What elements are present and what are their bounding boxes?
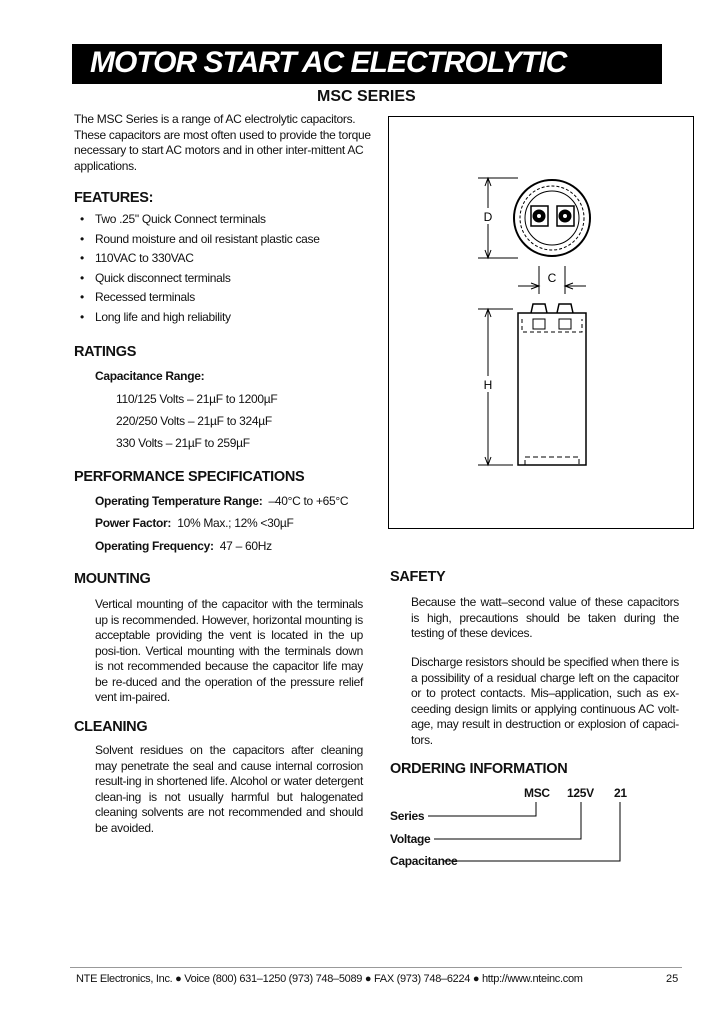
code-voltage: 125V	[567, 786, 594, 800]
list-item: • Recessed terminals	[80, 290, 195, 305]
label-voltage: Voltage	[390, 832, 431, 846]
list-item: • Two .25" Quick Connect terminals	[80, 212, 266, 226]
list-item: • Round moisture and oil resistant plastic case	[80, 231, 320, 246]
label-h: H	[483, 378, 493, 392]
frequency-spec: Operating Frequency: 47 – 60Hz	[95, 539, 272, 553]
list-item: • Long life and high reliability	[80, 309, 231, 324]
safety-heading: SAFETY	[390, 569, 446, 585]
page-number: 25	[666, 973, 679, 985]
footer-text: NTE Electronics, Inc. ● Voice (800) 631–1250 (973) 748–5089 ● FAX (973) 748–6224 ● http://www.nteinc.com	[76, 973, 583, 985]
ordering-heading: ORDERING INFORMATION	[390, 761, 568, 777]
code-capacitance: 21	[614, 786, 627, 800]
series-title: MSC SERIES	[317, 88, 416, 105]
label-c: C	[547, 271, 557, 285]
footer-divider	[70, 967, 682, 968]
code-series: MSC	[524, 786, 550, 800]
list-item: • 110VAC to 330VAC	[80, 251, 194, 266]
capacitor-diagram	[388, 116, 694, 529]
power-factor-spec: Power Factor: 10% Max.; 12% <30µF	[95, 516, 294, 530]
features-list	[80, 212, 380, 330]
mounting-paragraph: Vertical mounting of the capacitor with the terminals up is recommended. However, horizontal mounting is acceptable providing the vent is located in the up posi-tion. Vertical mounting with the terminals down is not recommended because the capacitor life may be re-duced and the operation of the pressure relief vent im-paired.	[95, 597, 363, 704]
rating-line: 110/125 Volts – 21µF to 1200µF	[116, 392, 278, 406]
safety-paragraph-2: Discharge resistors should be specified when there is a possibility of a residual charge left on the capacitor or to protect contacts. Mis–application, such as ex-ceeding design limits or applying continuous AC volt-age, may result in destruction or explosion of capaci-tors.	[411, 655, 679, 747]
rating-line: 330 Volts – 21µF to 259µF	[116, 436, 250, 450]
cleaning-paragraph: Solvent residues on the capacitors after cleaning may penetrate the seal and cause internal corrosion result-ing in shortened life. Alcohol or water detergent clean-ing is not usually harmful but halogenated cleaning solvents are not recommended and should be avoided.	[95, 743, 363, 835]
temperature-spec: Operating Temperature Range: –40°C to +65°C	[95, 494, 349, 508]
capacitor-side-view	[518, 304, 586, 465]
capacitor-top-view	[514, 180, 590, 256]
cleaning-heading: CLEANING	[74, 719, 148, 735]
features-heading: FEATURES:	[74, 190, 154, 206]
ratings-heading: RATINGS	[74, 344, 137, 360]
performance-heading: PERFORMANCE SPECIFICATIONS	[74, 469, 305, 485]
label-d: D	[483, 210, 493, 224]
page-title: MOTOR START AC ELECTROLYTIC	[90, 46, 567, 79]
mounting-heading: MOUNTING	[74, 571, 151, 587]
list-item: • Quick disconnect terminals	[80, 270, 231, 285]
capacitance-range-label: Capacitance Range:	[95, 369, 205, 383]
ordering-connector-lines	[428, 800, 628, 865]
safety-paragraph-1: Because the watt–second value of these capacitors is high, precautions should be taken during the testing of these devices.	[411, 595, 679, 640]
label-series: Series	[390, 809, 425, 823]
intro-paragraph: The MSC Series is a range of AC electrolytic capacitors. These capacitors are most often used to provide the torque necessary to start AC motors and in other inter-mittent AC applications.	[74, 112, 371, 173]
label-capacitance: Capacitance	[390, 854, 458, 868]
rating-line: 220/250 Volts – 21µF to 324µF	[116, 414, 272, 428]
